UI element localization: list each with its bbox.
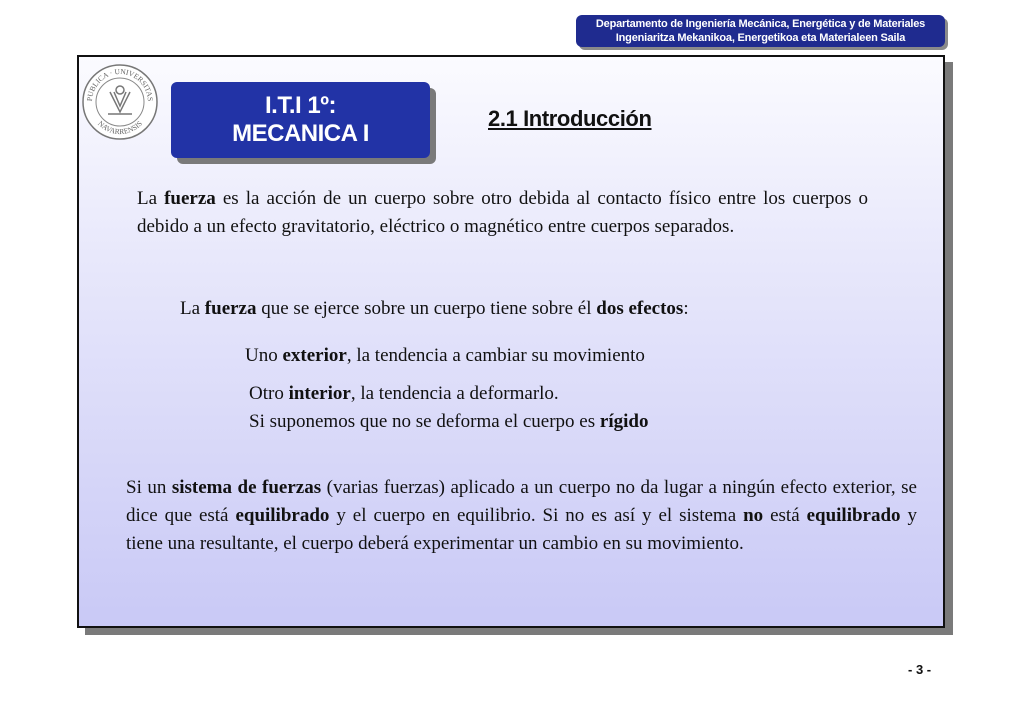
emphasis: no [743,505,764,526]
department-name-eu: Ingeniaritza Mekanikoa, Energetikoa eta Materialeen Saila [615,32,906,44]
text: Uno [245,345,283,366]
text: está [763,505,807,526]
text: : [683,298,689,319]
text: Otro [249,383,289,404]
rigid-body-note [249,408,648,436]
section-heading: 2.1 Introducción [488,106,652,131]
text: que se ejerce sobre un cuerpo tiene sobre él [256,298,597,319]
emphasis: fuerza [204,298,257,319]
exterior-effect [245,342,645,370]
text: , la tendencia a deformarlo. [350,383,559,404]
course-title-line1: I.T.I 1º: [265,92,336,119]
emphasis: equilibrado [806,505,901,526]
course-title-box [171,82,430,158]
emphasis: exterior [282,345,347,366]
department-name-es: Departamento de Ingeniería Mecánica, Energética y de Materiales [595,18,926,30]
text: Si suponemos que no se deforma el cuerpo es [249,411,600,432]
definition-paragraph [137,185,868,241]
text: La [180,298,205,319]
svg-text:PUBLICA · UNIVERSITAS: PUBLICA · UNIVERSITAS [84,66,156,102]
course-title-line2: MECANICA I [232,120,369,147]
page-number: - 3 - [908,662,932,677]
text: y tiene una resultante, el cuerpo deberá experimentar un cambio en su movimiento. [126,505,918,554]
effects-intro [180,295,689,323]
text: (varias fuerzas) aplicado a un cuerpo no da lugar a ningún efecto exterior, se dice que está [126,477,917,526]
university-seal-icon [80,62,160,142]
emphasis: rígido [599,411,649,432]
emphasis: dos efectos [596,298,684,319]
text: y el cuerpo en equilibrio. Si no es así y el sistema [329,505,744,526]
emphasis: sistema de fuerzas [171,477,322,498]
text: es la acción de un cuerpo sobre otro debida al contacto físico entre los cuerpos o debido a un efecto gravitatorio, eléctrico o magnético entre cuerpos separados. [137,188,868,237]
equilibrium-paragraph [126,474,917,558]
svg-text:NAVARRENSIS: NAVARRENSIS [96,118,144,137]
department-banner [576,15,945,47]
emphasis: fuerza [164,188,216,209]
text: La [137,188,165,209]
interior-effect [249,380,559,408]
text: Si un [126,477,172,498]
emphasis: interior [288,383,351,404]
text: , la tendencia a cambiar su movimiento [346,345,645,366]
emphasis: equilibrado [235,505,330,526]
